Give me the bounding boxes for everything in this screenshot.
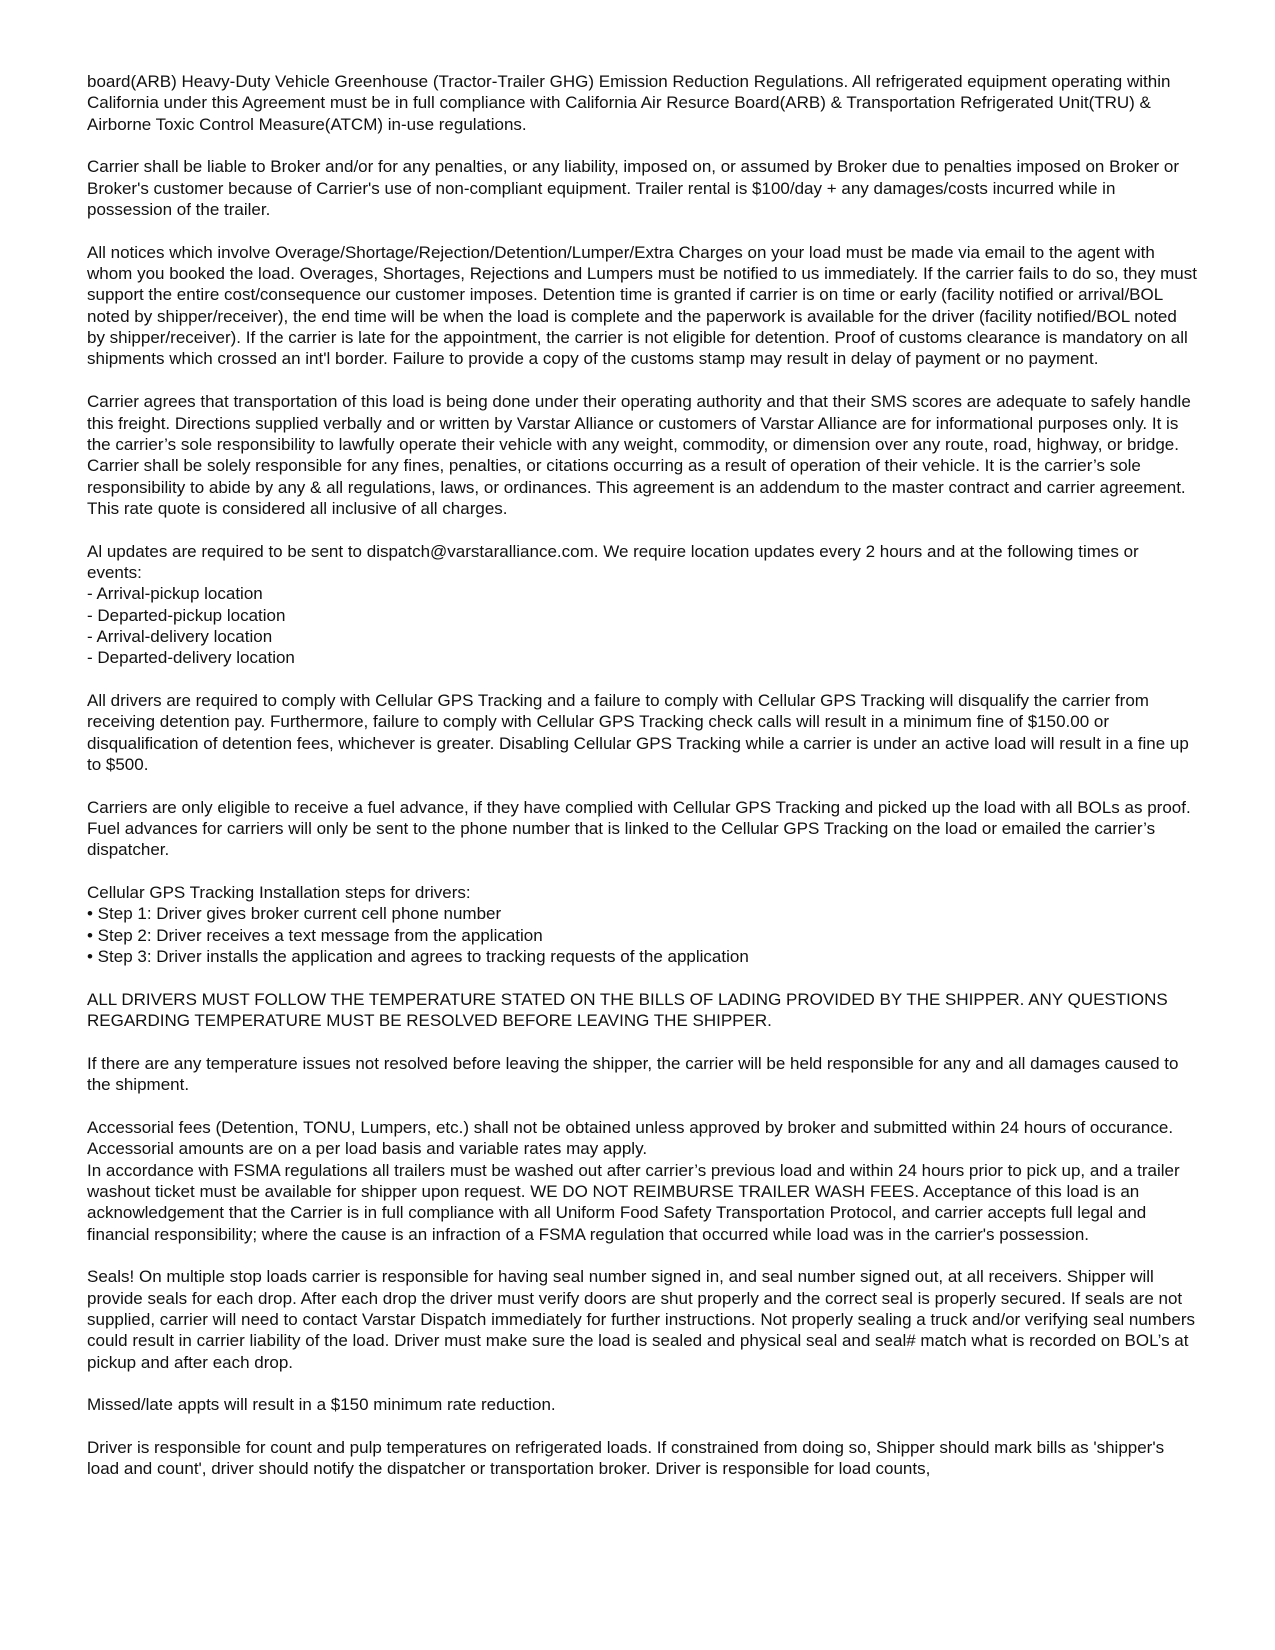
paragraph-fuel-advance: Carriers are only eligible to receive a fuel advance, if they have complied with Cellular GPS Tracking and picked up the load with all BOLs as proof. Fuel advances for carriers will only be sent to the phone number that is linked to the Cellular GPS Tracking on the load or emailed the carrier’s dispatcher. (87, 797, 1191, 860)
paragraph-gps-tracking: All drivers are required to comply with Cellular GPS Tracking and a failure to comply with Cellular GPS Tracking will disqualify the carrier from receiving detention pay. Furthermore, failure to comply with Cellular GPS Tracking check calls will result in a minimum fine of $150.00 or disqualification of detention fees, whichever is greater. Disabling Cellular GPS Tracking while a carrier is under an active load will result in a fine up to $500. (87, 690, 1189, 774)
paragraph-notices-detention: All notices which involve Overage/Shortage/Rejection/Detention/Lumper/Extra Charges on your load must be made via email to the agent with whom you booked the load. Overages, Shortages, Rejections and Lumpers must be notified to us immediately. If the carrier fails to do so, they must support the entire cost/consequence our customer imposes. Detention time is granted if carrier is on time or early (facility notified or arrival/BOL noted by shipper/receiver), the end time will be when the load is complete and the paperwork is available for the driver (facility notified/BOL noted by shipper/receiver). If the carrier is late for the appointment, the carrier is not eligible for detention. Proof of customs clearance is mandatory on all shipments which crossed an int'l border. Failure to provide a copy of the customs stamp may result in delay of payment or no payment. (87, 242, 1197, 369)
paragraph-gps-installation-steps: Cellular GPS Tracking Installation steps for drivers: • Step 1: Driver gives broker current cell phone number • Step 2: Driver receives a text message from the application • Step 3: Driver installs the application and agrees to tracking requests of the application (87, 883, 749, 967)
paragraph-temperature-notice: ALL DRIVERS MUST FOLLOW THE TEMPERATURE STATED ON THE BILLS OF LADING PROVIDED BY THE SHIPPER. ANY QUESTIONS REGARDING TEMPERATURE MUST BE RESOLVED BEFORE LEAVING THE SHIPPER. (87, 989, 1168, 1031)
document-page (87, 71, 1197, 1480)
paragraph-carrier-liability: Carrier shall be liable to Broker and/or for any penalties, or any liability, imposed on, or assumed by Broker due to penalties imposed on Broker or Broker's customer because of Carrier's use of non-compliant equipment. Trailer rental is $100/day + any damages/costs incurred while in possession of the trailer. (87, 157, 1180, 220)
paragraph-missed-appointments: Missed/late appts will result in a $150 minimum rate reduction. (87, 1395, 556, 1415)
paragraph-driver-counts: Driver is responsible for count and pulp temperatures on refrigerated loads. If constrained from doing so, Shipper should mark bills as 'shipper's load and count', driver should notify the dispatcher or transportation broker. Driver is responsible for load counts, (87, 1438, 1165, 1479)
paragraph-seals: Seals! On multiple stop loads carrier is responsible for having seal number signed in, and seal number signed out, at all receivers. Shipper will provide seals for each drop. After each drop the driver must verify doors are shut properly and the correct seal is properly secured. If seals are not supplied, carrier will need to contact Varstar Dispatch immediately for further instructions. Not properly sealing a truck and/or verifying seal numbers could result in carrier liability of the load. Driver must make sure the load is sealed and physical seal and seal# match what is recorded on BOL’s at pickup and after each drop. (87, 1267, 1196, 1372)
paragraph-location-updates: Al updates are required to be sent to dispatch@varstaralliance.com. We require location updates every 2 hours and at the following times or events: - Arrival-pickup location - Departed-pickup location - Arrival-delivery location - Departed-delivery location (87, 541, 1139, 668)
paragraph-operating-authority: Carrier agrees that transportation of this load is being done under their operating authority and that their SMS scores are adequate to safely handle this freight. Directions supplied verbally and or written by Varstar Alliance or customers of Varstar Alliance are for informational purposes only. It is the carrier’s sole responsibility to lawfully operate their vehicle with any weight, commodity, or dimension over any route, road, highway, or bridge. Carrier shall be solely responsible for any fines, penalties, or citations occurring as a result of operation of their vehicle. It is the carrier’s sole responsibility to abide by any & all regulations, laws, or ordinances. This agreement is an addendum to the master contract and carrier agreement. This rate quote is considered all inclusive of all charges. (87, 392, 1191, 518)
paragraph-accessorial-fsma: Accessorial fees (Detention, TONU, Lumpers, etc.) shall not be obtained unless approved by broker and submitted within 24 hours of occurance. Accessorial amounts are on a per load basis and variable rates may apply. In accordance with FSMA regulations all trailers must be washed out after carrier’s previous load and within 24 hours prior to pick up, and a trailer washout ticket must be available for shipper upon request. WE DO NOT REIMBURSE TRAILER WASH FEES. Acceptance of this load is an acknowledgement that the Carrier is in full compliance with all Uniform Food Safety Transportation Protocol, and carrier accepts full legal and financial responsibility; where the cause is an infraction of a FSMA regulation that occurred while load was in the carrier's possession. (87, 1117, 1180, 1244)
paragraph-temperature-issues: If there are any temperature issues not resolved before leaving the shipper, the carrier will be held responsible for any and all damages caused to the shipment. (87, 1053, 1179, 1095)
paragraph-arb-regulations: board(ARB) Heavy-Duty Vehicle Greenhouse (Tractor-Trailer GHG) Emission Reduction Regulations. All refrigerated equipment operating within California under this Agreement must be in full compliance with California Air Resurce Board(ARB) & Transportation Refrigerated Unit(TRU) & Airborne Toxic Control Measure(ATCM) in-use regulations. (87, 72, 1171, 134)
